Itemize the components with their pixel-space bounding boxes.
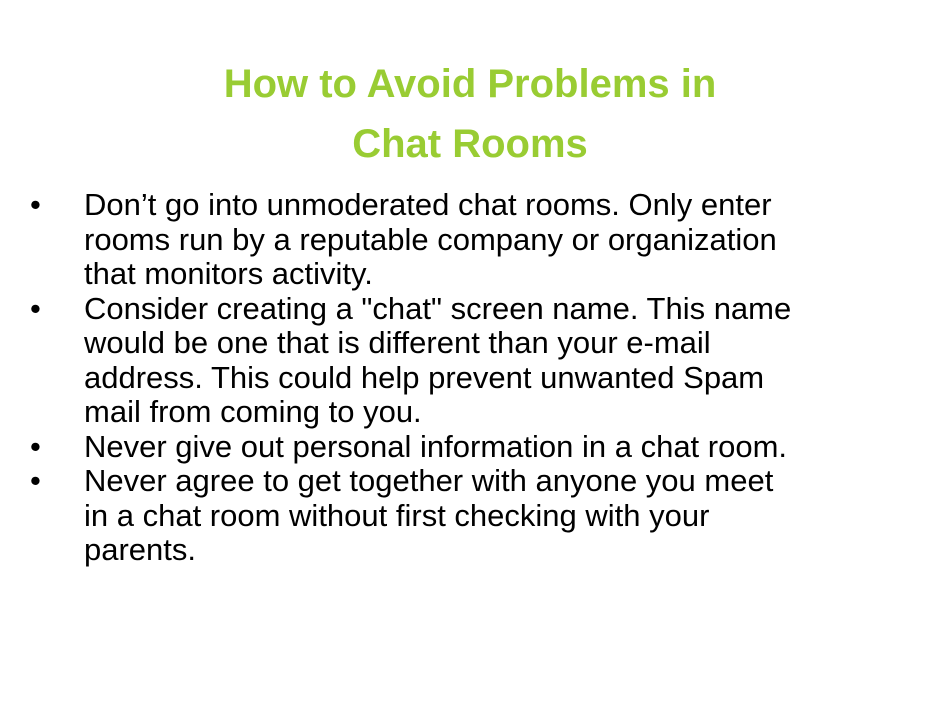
bullet-line: that monitors activity.	[84, 256, 373, 291]
bullet-icon: •	[30, 290, 41, 326]
bullet-item-moderated-rooms	[24, 188, 904, 292]
bullet-line: mail from coming to you.	[84, 394, 422, 429]
bullet-line: Never give out personal information in a chat room.	[84, 428, 788, 464]
slide-title	[120, 54, 820, 174]
bullet-icon: •	[30, 428, 41, 464]
bullet-item-screen-name	[24, 292, 904, 430]
bullet-line: Don’t go into unmoderated chat rooms. Only enter	[84, 187, 772, 222]
bullet-line: parents.	[84, 532, 197, 567]
bullet-icon: •	[30, 463, 41, 498]
bullet-item-meeting	[24, 464, 904, 568]
bullet-line: Never agree to get together with anyone you meet	[84, 463, 774, 498]
bullet-line: would be one that is different than your e-mail	[84, 325, 711, 360]
bullet-line: Consider creating a "chat" screen name. This name	[84, 290, 792, 326]
bullet-line: rooms run by a reputable company or organization	[84, 221, 777, 257]
slide-title-line-1: How to Avoid Problems in	[223, 62, 717, 106]
bullet-line: address. This could help prevent unwanted Spam	[84, 359, 765, 395]
bullet-line: in a chat room without first checking with your	[84, 497, 710, 533]
bullet-icon: •	[30, 187, 41, 222]
bullet-list	[24, 188, 904, 568]
bullet-item-personal-info	[24, 430, 904, 465]
slide-title-line-2: Chat Rooms	[352, 122, 588, 166]
